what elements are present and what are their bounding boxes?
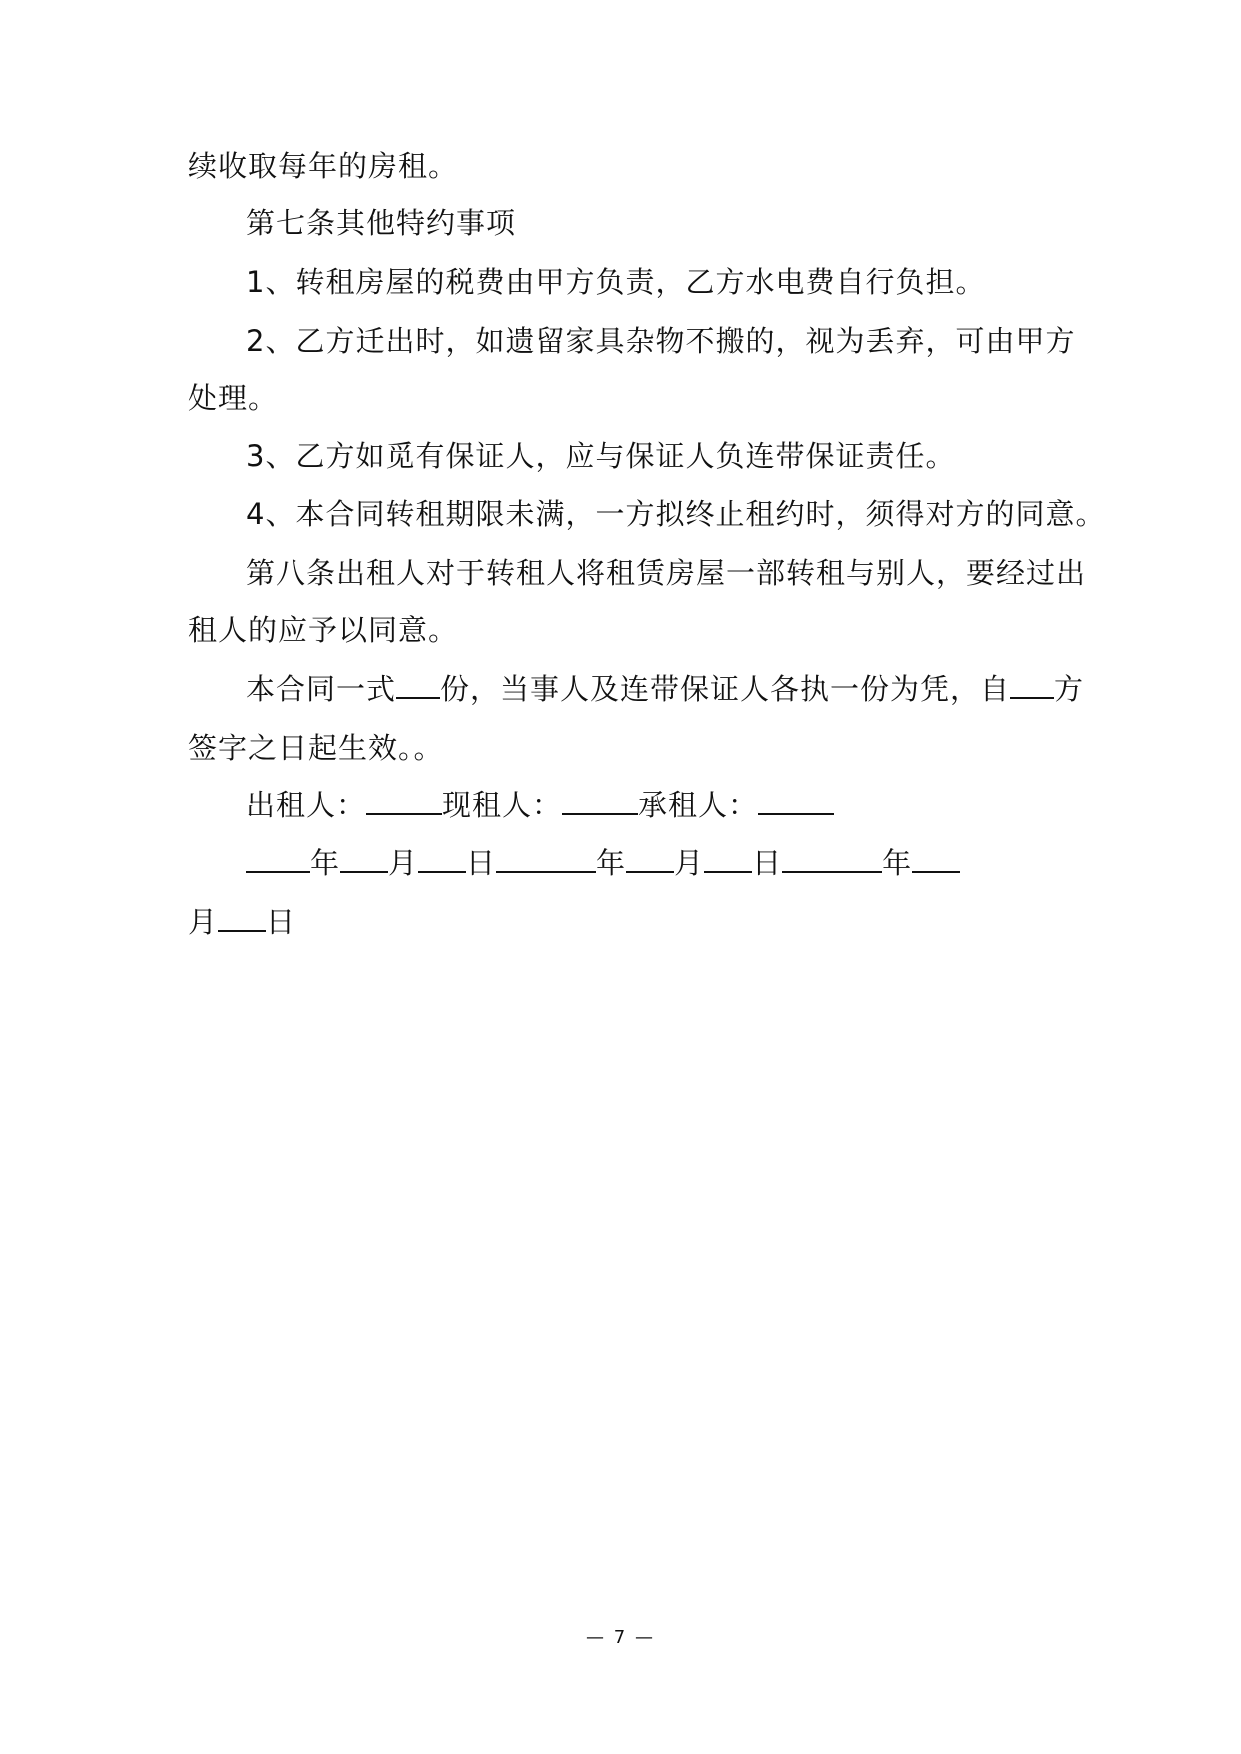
copies-clause	[0, 669, 1241, 709]
day-label: 日	[752, 846, 783, 880]
date-line	[0, 843, 1241, 883]
signature-line	[0, 785, 1241, 825]
copies-clause-continued: 签字之日起生效。。	[188, 731, 444, 765]
copies-clause-text-1: 本合同一式	[246, 672, 397, 706]
sublessee-label: 承租人：	[638, 788, 759, 822]
paragraph-line: 续收取每年的房租。	[188, 149, 459, 183]
month-label: 月	[674, 846, 705, 880]
page-number: — 7 —	[586, 1627, 655, 1648]
date-line-continued	[0, 902, 1241, 942]
month-label: 月	[188, 905, 219, 939]
date-3-month-blank[interactable]	[912, 843, 960, 873]
copies-clause-text-2: 份，当事人及连带保证人各执一份为凭，自	[440, 672, 1011, 706]
clause-2-continued: 处理。	[188, 381, 279, 415]
clause-4: 4、本合同转租期限未满，一方拟终止租约时，须得对方的同意。	[246, 497, 1106, 531]
lessor-label: 出租人：	[246, 788, 367, 822]
year-label: 年	[310, 846, 341, 880]
date-3-day-blank[interactable]	[218, 902, 266, 932]
date-1-month-blank[interactable]	[340, 843, 388, 873]
copies-clause-text-3: 方	[1054, 672, 1085, 706]
date-2-month-blank[interactable]	[626, 843, 674, 873]
clause-3: 3、乙方如觅有保证人，应与保证人负连带保证责任。	[246, 439, 956, 473]
year-label: 年	[596, 846, 627, 880]
date-2-day-blank[interactable]	[704, 843, 752, 873]
date-1-day-blank[interactable]	[418, 843, 466, 873]
party-blank[interactable]	[1010, 669, 1054, 699]
clause-2: 2、乙方迁出时，如遗留家具杂物不搬的，视为丢弃，可由甲方	[246, 324, 1076, 358]
copies-count-blank[interactable]	[396, 669, 440, 699]
article-8-continued: 租人的应予以同意。	[188, 613, 459, 647]
current-tenant-signature-blank[interactable]	[562, 785, 638, 815]
year-label: 年	[882, 846, 913, 880]
date-3-year-blank[interactable]	[782, 843, 882, 873]
sublessee-signature-blank[interactable]	[758, 785, 834, 815]
date-1-year-blank[interactable]	[246, 843, 310, 873]
clause-1: 1、转租房屋的税费由甲方负责，乙方水电费自行负担。	[246, 265, 986, 299]
month-label: 月	[388, 846, 419, 880]
current-tenant-label: 现租人：	[442, 788, 563, 822]
section-heading-article-7: 第七条其他特约事项	[246, 206, 517, 240]
day-label: 日	[266, 905, 297, 939]
day-label: 日	[466, 846, 497, 880]
lessor-signature-blank[interactable]	[366, 785, 442, 815]
date-2-year-blank[interactable]	[496, 843, 596, 873]
article-8: 第八条出租人对于转租人将租赁房屋一部转租与别人，要经过出	[246, 556, 1087, 590]
